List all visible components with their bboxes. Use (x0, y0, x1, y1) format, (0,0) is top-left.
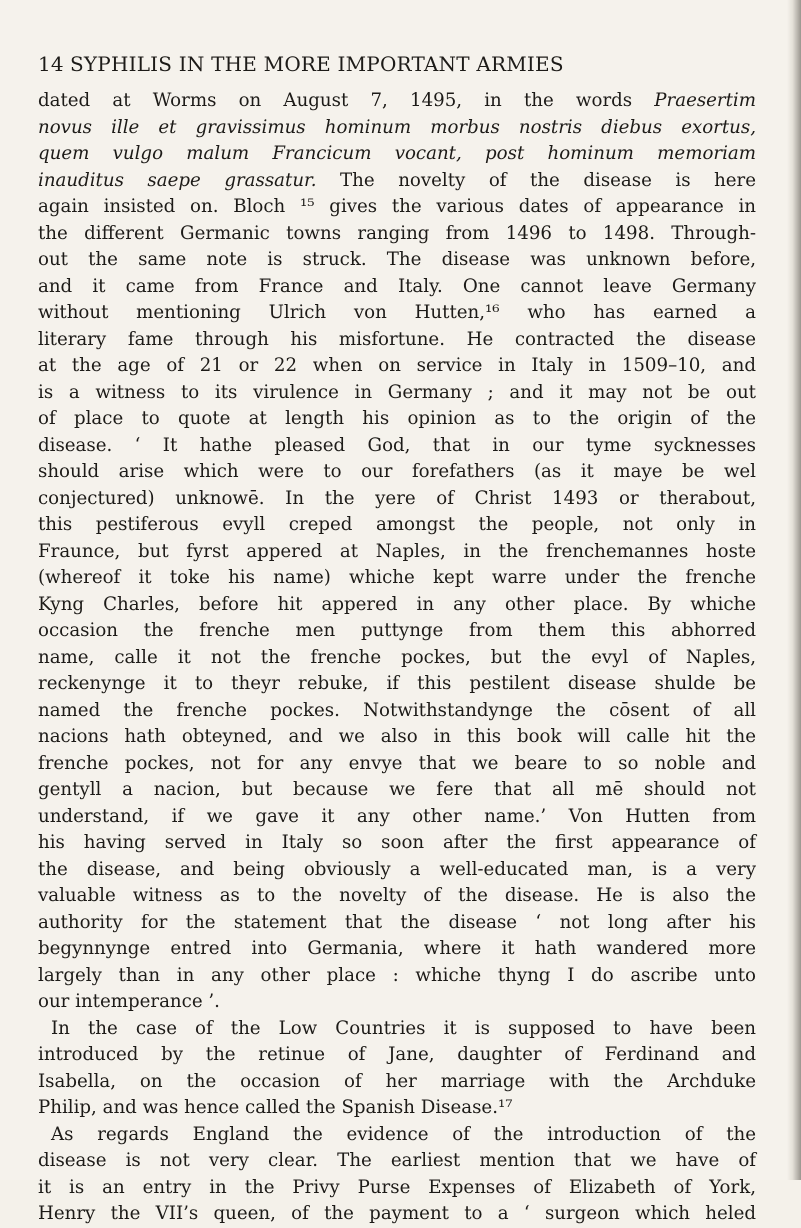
line-text: Isabella, on the occasion of her marriage with the Archduke (38, 1070, 756, 1092)
text-line (38, 1016, 756, 1043)
line-text: nacions hath obteyned, and we also in this book will calle hit the (38, 726, 756, 747)
line-text: at the age of 21 or 22 when on service in Italy in 1509–10, and (38, 355, 756, 376)
text-line (38, 645, 756, 672)
text-line (38, 327, 756, 354)
text-line (38, 1175, 756, 1202)
latin-quotation: Praesertim (654, 90, 756, 111)
text-line (38, 724, 756, 751)
text-line (38, 1122, 756, 1149)
line-text: is a witness to its virulence in Germany ; and it may not be out (38, 381, 756, 403)
line-text: disease is not very clear. The earliest mention that we have of (38, 1150, 756, 1171)
line-text: of place to quote at length his opinion as to the origin of the (38, 408, 756, 429)
text-line (38, 830, 756, 857)
line-text: his having served in Italy so soon after the first appearance of (38, 832, 756, 853)
line-text: out the same note is struck. The disease was unknown before, (38, 249, 756, 270)
page-number: 14 (38, 52, 64, 76)
line-text: (whereof it toke his name) whiche kept warre under the frenche (38, 567, 756, 588)
line-text: reckenynge it to theyr rebuke, if this pestilent disease shulde be (38, 673, 756, 694)
page-header (38, 52, 738, 80)
line-text: occasion the frenche men puttynge from them this abhorred (38, 620, 756, 641)
line-text: dated at Worms on August 7, 1495, in the words (38, 90, 655, 111)
text-line (38, 274, 756, 301)
text-line (38, 433, 756, 460)
body-text (38, 88, 756, 1228)
line-text: begynnynge entred into Germania, where it hath wandered more (38, 938, 756, 959)
latin-quotation: novus ille et gravissimus hominum morbus nostris diebus exortus, (38, 116, 756, 138)
text-line (38, 618, 756, 645)
line-text: the disease, and being obviously a well-educated man, is a very (38, 858, 756, 880)
text-line (38, 539, 756, 566)
line-text: named the frenche pockes. Notwithstandynge the cōsent of all (38, 699, 756, 721)
text-line (38, 963, 756, 990)
text-line (38, 857, 756, 884)
line-text: Henry the VII’s queen, of the payment to a ‘ surgeon which heled (38, 1203, 756, 1224)
line-text: the different Germanic towns ranging from 1496 to 1498. Through- (38, 222, 756, 244)
text-line (38, 883, 756, 910)
text-line (38, 300, 756, 327)
running-title: SYPHILIS IN THE MORE IMPORTANT ARMIES (70, 52, 564, 76)
text-line (38, 671, 756, 698)
line-text: name, calle it not the frenche pockes, but the evyl of Naples, (38, 646, 756, 668)
line-text: again insisted on. Bloch ¹⁵ gives the various dates of appearance in (38, 196, 756, 217)
latin-quotation: inauditus saepe grassatur. (38, 169, 317, 191)
text-line (38, 459, 756, 486)
line-text: this pestiferous evyll creped amongst the people, not only in (38, 514, 756, 535)
text-line (38, 247, 756, 274)
line-text: and it came from France and Italy. One cannot leave Germany (38, 275, 756, 297)
text-line (38, 353, 756, 380)
text-line (38, 936, 756, 963)
line-text: disease. ‘ It hathe pleased God, that in our tyme sycknesses (38, 434, 756, 456)
text-line (38, 486, 756, 513)
line-text: Kyng Charles, before hit appered in any other place. By whiche (38, 593, 756, 615)
line-text: should arise which were to our forefathers (as it maye be wel (38, 461, 756, 482)
text-line (38, 168, 756, 195)
text-line (38, 1095, 756, 1122)
text-line (38, 406, 756, 433)
line-text: Fraunce, but fyrst appered at Naples, in the frenchemannes hoste (38, 540, 756, 562)
text-line (38, 804, 756, 831)
text-line (38, 194, 756, 221)
line-text: largely than in any other place : whiche thyng I do ascribe unto (38, 964, 756, 986)
text-line (38, 1148, 756, 1175)
text-line (38, 592, 756, 619)
text-line (38, 1069, 756, 1096)
line-text: valuable witness as to the novelty of the disease. He is also the (38, 885, 756, 906)
text-line (38, 910, 756, 937)
line-text: introduced by the retinue of Jane, daughter of Ferdinand and (38, 1044, 756, 1065)
text-line (38, 380, 756, 407)
text-line (38, 698, 756, 725)
line-text: gentyll a nacion, but because we fere that all mē should not (38, 779, 756, 800)
line-text: As regards England the evidence of the introduction of the (51, 1123, 756, 1145)
line-text: it is an entry in the Privy Purse Expenses of Elizabeth of York, (38, 1176, 756, 1198)
line-text: our intemperance ’. (38, 991, 220, 1012)
text-line (38, 565, 756, 592)
page-gutter-shadow (787, 0, 801, 1180)
text-line (38, 1201, 756, 1228)
text-line (38, 512, 756, 539)
line-text: without mentioning Ulrich von Hutten,¹⁶ who has earned a (38, 302, 756, 323)
text-line (38, 751, 756, 778)
line-text: Philip, and was hence called the Spanish Disease.¹⁷ (38, 1097, 513, 1118)
text-line (38, 221, 756, 248)
text-line (38, 141, 756, 168)
line-text: The novelty of the disease is here (316, 169, 757, 191)
line-text: understand, if we gave it any other name.’ Von Hutten from (38, 805, 756, 827)
line-text: In the case of the Low Countries it is supposed to have been (51, 1017, 756, 1039)
line-text: authority for the statement that the disease ‘ not long after his (38, 911, 756, 933)
line-text: literary fame through his misfortune. He contracted the disease (38, 328, 756, 350)
text-line (38, 989, 756, 1016)
latin-quotation: quem vulgo malum Francicum vocant, post hominum memoriam (38, 143, 756, 164)
text-line (38, 777, 756, 804)
line-text: conjectured) unknowē. In the yere of Christ 1493 or therabout, (38, 487, 756, 509)
text-line (38, 1042, 756, 1069)
text-line (38, 115, 756, 142)
text-line (38, 88, 756, 115)
line-text: frenche pockes, not for any envye that we beare to so noble and (38, 752, 756, 774)
